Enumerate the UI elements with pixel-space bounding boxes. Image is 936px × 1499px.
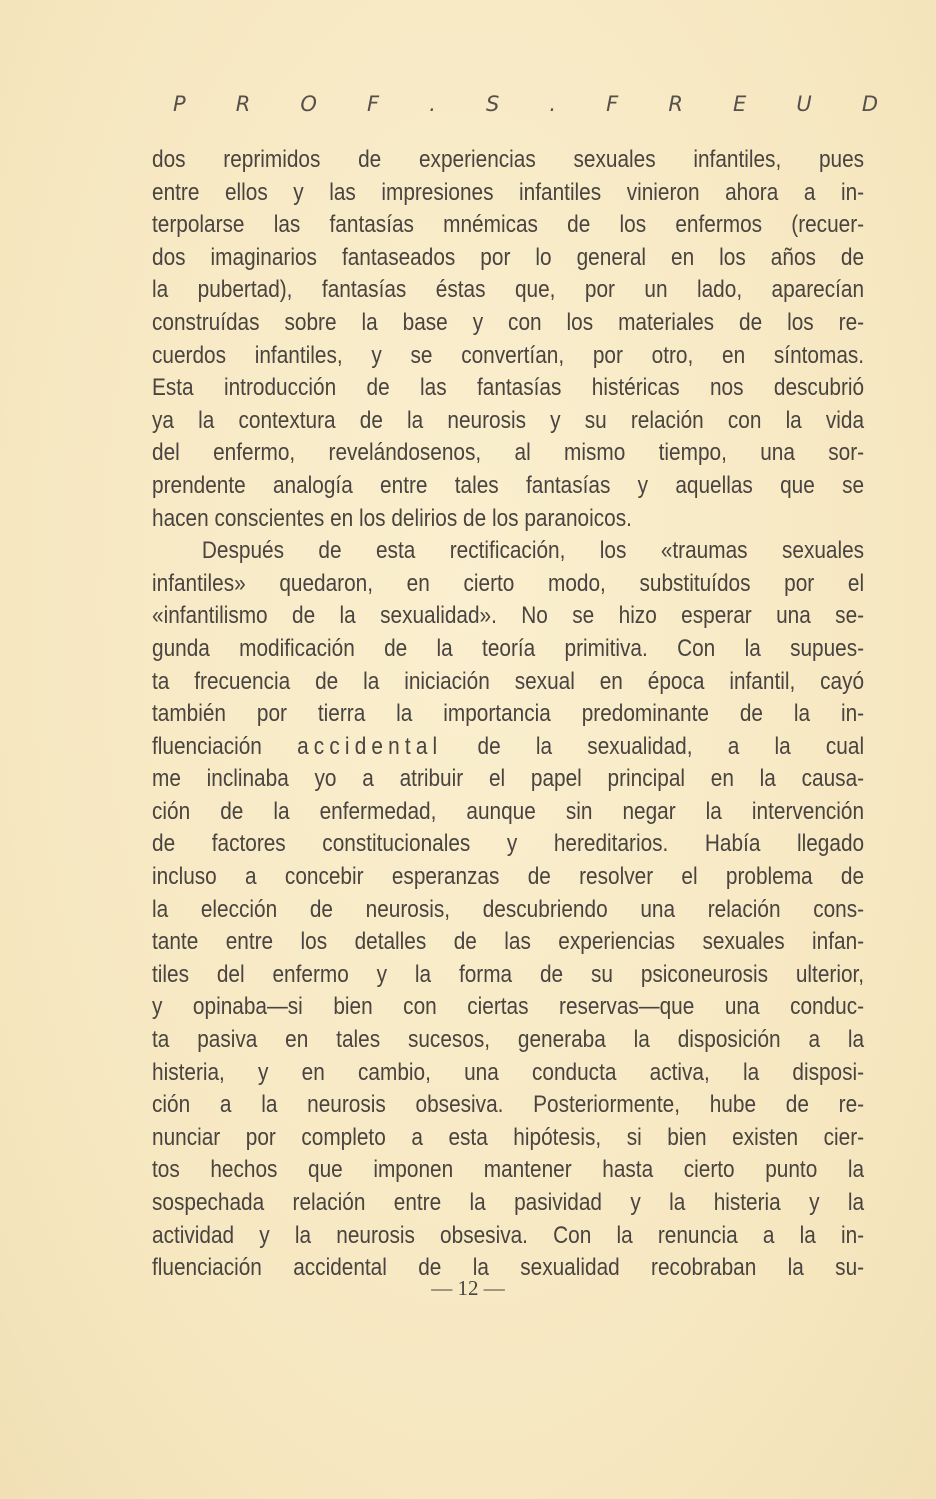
text-line: tante entre los detalles de las experiencias sexuales infan- xyxy=(152,928,865,956)
running-head-letter: U xyxy=(796,92,812,116)
text-line: actividad y la neurosis obsesiva. Con la renuncia a la in- xyxy=(152,1221,865,1249)
running-head-letter: F xyxy=(367,92,380,116)
text-line: histeria, y en cambio, una conducta activa, la disposi- xyxy=(152,1058,865,1086)
body-text xyxy=(152,144,864,1285)
text-line: dos imaginarios fantaseados por lo general en los años de xyxy=(152,243,865,271)
text-line: fluenciación accidental de la sexualidad recobraban la su- xyxy=(152,1254,865,1282)
running-head-letter: . xyxy=(429,92,436,116)
text-line: Esta introducción de las fantasías histéricas nos descubrió xyxy=(152,374,865,402)
text-line: ta pasiva en tales sucesos, generaba la disposición a la xyxy=(152,1026,865,1054)
text-line: ción a la neurosis obsesiva. Posteriormente, hube de re- xyxy=(152,1091,865,1119)
running-head-letter: S xyxy=(485,92,500,116)
text-line: incluso a concebir esperanzas de resolver el problema de xyxy=(152,863,865,891)
running-head-letter: . xyxy=(549,92,557,116)
text-line: tos hechos que imponen mantener hasta cierto punto la xyxy=(152,1156,865,1184)
text-line: sospechada relación entre la pasividad y la histeria y la xyxy=(152,1189,865,1216)
text-line: de factores constitucionales y hereditarios. Había llegado xyxy=(152,830,865,858)
text-line: construídas sobre la base y con los materiales de los re- xyxy=(152,308,865,336)
text-line: cuerdos infantiles, y se convertían, por otro, en síntomas. xyxy=(152,341,865,369)
text-line: me inclinaba yo a atribuir el papel principal en la causa- xyxy=(152,765,865,793)
text-line: ción de la enfermedad, aunque sin negar la intervención xyxy=(152,797,865,825)
text-line: «infantilismo de la sexualidad». No se hizo esperar una se- xyxy=(152,602,865,630)
text-line: dos reprimidos de experiencias sexuales infantiles, pues xyxy=(152,146,865,173)
text-line: también por tierra la importancia predominante de la in- xyxy=(152,700,865,728)
running-head-letter: D xyxy=(861,92,878,116)
text-line: Después de esta rectificación, los «traumas sexuales xyxy=(201,537,865,565)
text-line xyxy=(152,731,864,764)
text-line: terpolarse las fantasías mnémicas de los enfermos (recuer- xyxy=(152,211,865,239)
running-head-letter: R xyxy=(668,92,683,116)
text-line: hacen conscientes en los delirios de los paranoicos. xyxy=(152,504,632,532)
running-head-letter: E xyxy=(733,92,747,116)
text-segment: fluenciación xyxy=(152,732,298,760)
text-line: prendente analogía entre tales fantasías y aquellas que se xyxy=(152,471,865,499)
text-line: gunda modificación de la teoría primitiva. Con la supues- xyxy=(152,634,865,662)
running-head-letter: R xyxy=(235,92,251,116)
text-line: entre ellos y las impresiones infantiles vinieron ahora a in- xyxy=(152,178,865,206)
text-line: infantiles» quedaron, en cierto modo, substituídos por el xyxy=(152,569,865,597)
text-segment: de la sexualidad, a la cual xyxy=(442,732,865,760)
running-head xyxy=(173,92,878,116)
running-head-letter: O xyxy=(300,92,317,116)
text-line: y opinaba—si bien con ciertas reservas—que una conduc- xyxy=(152,993,865,1021)
text-line: tiles del enfermo y la forma de su psiconeurosis ulterior, xyxy=(152,960,865,988)
emphasized-word: accidental xyxy=(297,732,443,760)
text-line: ya la contextura de la neurosis y su relación con la vida xyxy=(152,406,865,434)
text-line: la elección de neurosis, descubriendo una relación cons- xyxy=(152,895,865,923)
text-line: del enfermo, revelándosenos, al mismo tiempo, una sor- xyxy=(152,439,865,467)
text-line: ta frecuencia de la iniciación sexual en época infantil, cayó xyxy=(152,667,865,695)
text-line: nunciar por completo a esta hipótesis, si bien existen cier- xyxy=(152,1123,865,1151)
running-head-letter: P xyxy=(173,92,186,116)
page-number: — 12 — xyxy=(431,1276,505,1300)
text-line: la pubertad), fantasías éstas que, por un lado, aparecían xyxy=(152,276,865,304)
running-head-letter: F xyxy=(606,92,619,116)
